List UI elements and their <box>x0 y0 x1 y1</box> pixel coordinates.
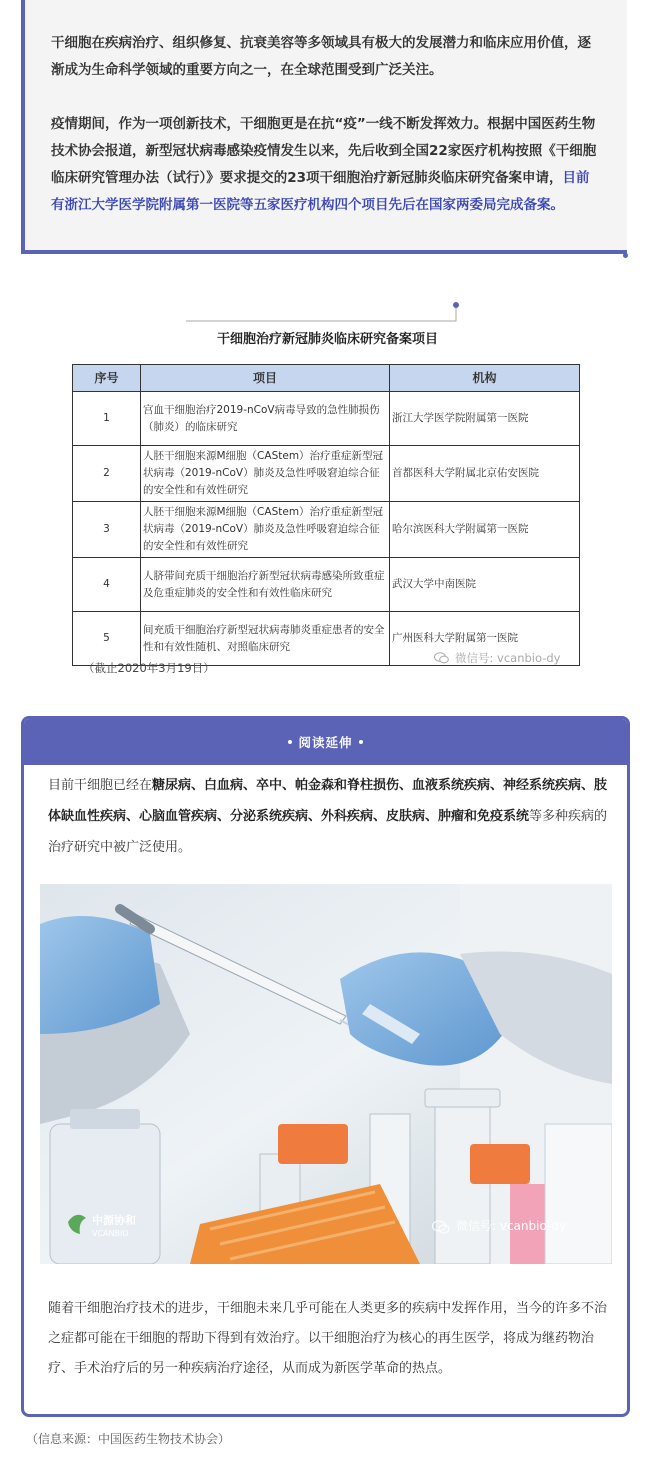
intro-paragraph-2-text: 疫情期间，作为一项创新技术，干细胞更是在抗“疫”一线不断发挥效力。根据中国医药生物技术协会报道，新型冠状病毒感染疫情发生以来，先后收到全国22家医疗机构按照《干细胞临床研究管理办法（试行）》要求提交的23项干细胞治疗新冠肺炎临床研究备案申请， <box>51 116 597 186</box>
row-number: 3 <box>73 502 141 558</box>
photo-watermark-text: 微信号: vcanbio-dy <box>456 1219 567 1233</box>
intro-highlight-text: 目前有浙江大学医学院附属第一医院等五家医疗机构四个项目先后在国家两委局完成备案。 <box>51 170 590 213</box>
card-heading: 阅读延伸 <box>298 735 353 750</box>
table-header-row <box>73 365 580 392</box>
card-p1-prefix: 目前干细胞已经在 <box>48 778 153 793</box>
photo-logo-cn: 中源协和 <box>92 1214 136 1227</box>
project-table <box>72 364 580 666</box>
info-source: （信息来源：中国医药生物技术协会） <box>26 1432 231 1446</box>
reading-extension-card <box>21 716 630 1417</box>
card-paragraph-1 <box>48 770 608 863</box>
row-project: 人脐带间充质干细胞治疗新型冠状病毒感染所致重症及危重症肺炎的安全性和有效性临床研究 <box>141 558 390 612</box>
table-row <box>73 558 580 612</box>
row-institution: 浙江大学医学院附属第一医院 <box>390 392 580 446</box>
row-project: 宫血干细胞治疗2019-nCoV病毒导致的急性肺损伤（肺炎）的临床研究 <box>141 392 390 446</box>
corner-dot-decoration <box>623 253 628 258</box>
bullet-dot-icon <box>288 740 292 744</box>
header-number: 序号 <box>73 365 141 392</box>
row-institution: 哈尔滨医科大学附属第一医院 <box>390 502 580 558</box>
header-project: 项目 <box>141 365 390 392</box>
row-number: 1 <box>73 392 141 446</box>
row-project: 间充质干细胞治疗新型冠状病毒肺炎重症患者的安全性和有效性随机、对照临床研究 <box>141 612 390 666</box>
row-number: 4 <box>73 558 141 612</box>
lab-photo <box>40 884 612 1264</box>
wechat-icon <box>434 652 449 664</box>
row-project: 人胚干细胞来源M细胞（CAStem）治疗重症新型冠状病毒（2019-nCoV）肺炎及急性呼吸窘迫综合征的安全性和有效性研究 <box>141 502 390 558</box>
table-watermark <box>434 650 561 666</box>
intro-quote-box <box>21 0 627 254</box>
row-number: 2 <box>73 446 141 502</box>
lab-photo-illustration <box>40 884 612 1264</box>
photo-logo-en: VCANBIO <box>92 1229 129 1238</box>
bullet-dot-icon <box>359 740 363 744</box>
table-watermark-text: 微信号: vcanbio-dy <box>455 651 561 665</box>
row-number: 5 <box>73 612 141 666</box>
table-row <box>73 392 580 446</box>
card-p1-suffix: 等多种疾病的治疗研究中被广泛使用。 <box>48 809 608 855</box>
table-row <box>73 502 580 558</box>
intro-paragraph-1: 干细胞在疾病治疗、组织修复、抗衰美容等多领域具有极大的发展潜力和临床应用价值，逐渐成为生命科学领域的重要方向之一，在全球范围受到广泛关注。 <box>51 35 591 78</box>
card-p1-diseases: 糖尿病、白血病、卒中、帕金森和脊柱损伤、血液系统疾病、神经系统疾病、肢体缺血性疾病、心脑血管疾病、分泌系统疾病、外科疾病、皮肤病、肿瘤和免疫系统 <box>48 778 608 824</box>
row-project: 人胚干细胞来源M细胞（CAStem）治疗重症新型冠状病毒（2019-nCoV）肺炎及急性呼吸窘迫综合征的安全性和有效性研究 <box>141 446 390 502</box>
intro-paragraph-2 <box>51 111 601 219</box>
row-institution: 首都医科大学附属北京佑安医院 <box>390 446 580 502</box>
title-decoration-line <box>186 300 462 322</box>
card-header <box>24 719 627 765</box>
row-institution: 广州医科大学附属第一医院 <box>390 612 580 666</box>
header-institution: 机构 <box>390 365 580 392</box>
row-institution: 武汉大学中南医院 <box>390 558 580 612</box>
card-paragraph-2: 随着干细胞治疗技术的进步，干细胞未来几乎可能在人类更多的疾病中发挥作用，当今的许多不治之症都可能在干细胞的帮助下得到有效治疗。以干细胞治疗为核心的再生医学，将成为继药物治疗、手术治疗后的另一种疾病治疗途径，从而成为新医学革命的热点。 <box>48 1301 608 1376</box>
table-row <box>73 446 580 502</box>
table-title: 干细胞治疗新冠肺炎临床研究备案项目 <box>216 332 438 347</box>
cutoff-date-note: （截止2020年3月19日） <box>83 661 215 675</box>
